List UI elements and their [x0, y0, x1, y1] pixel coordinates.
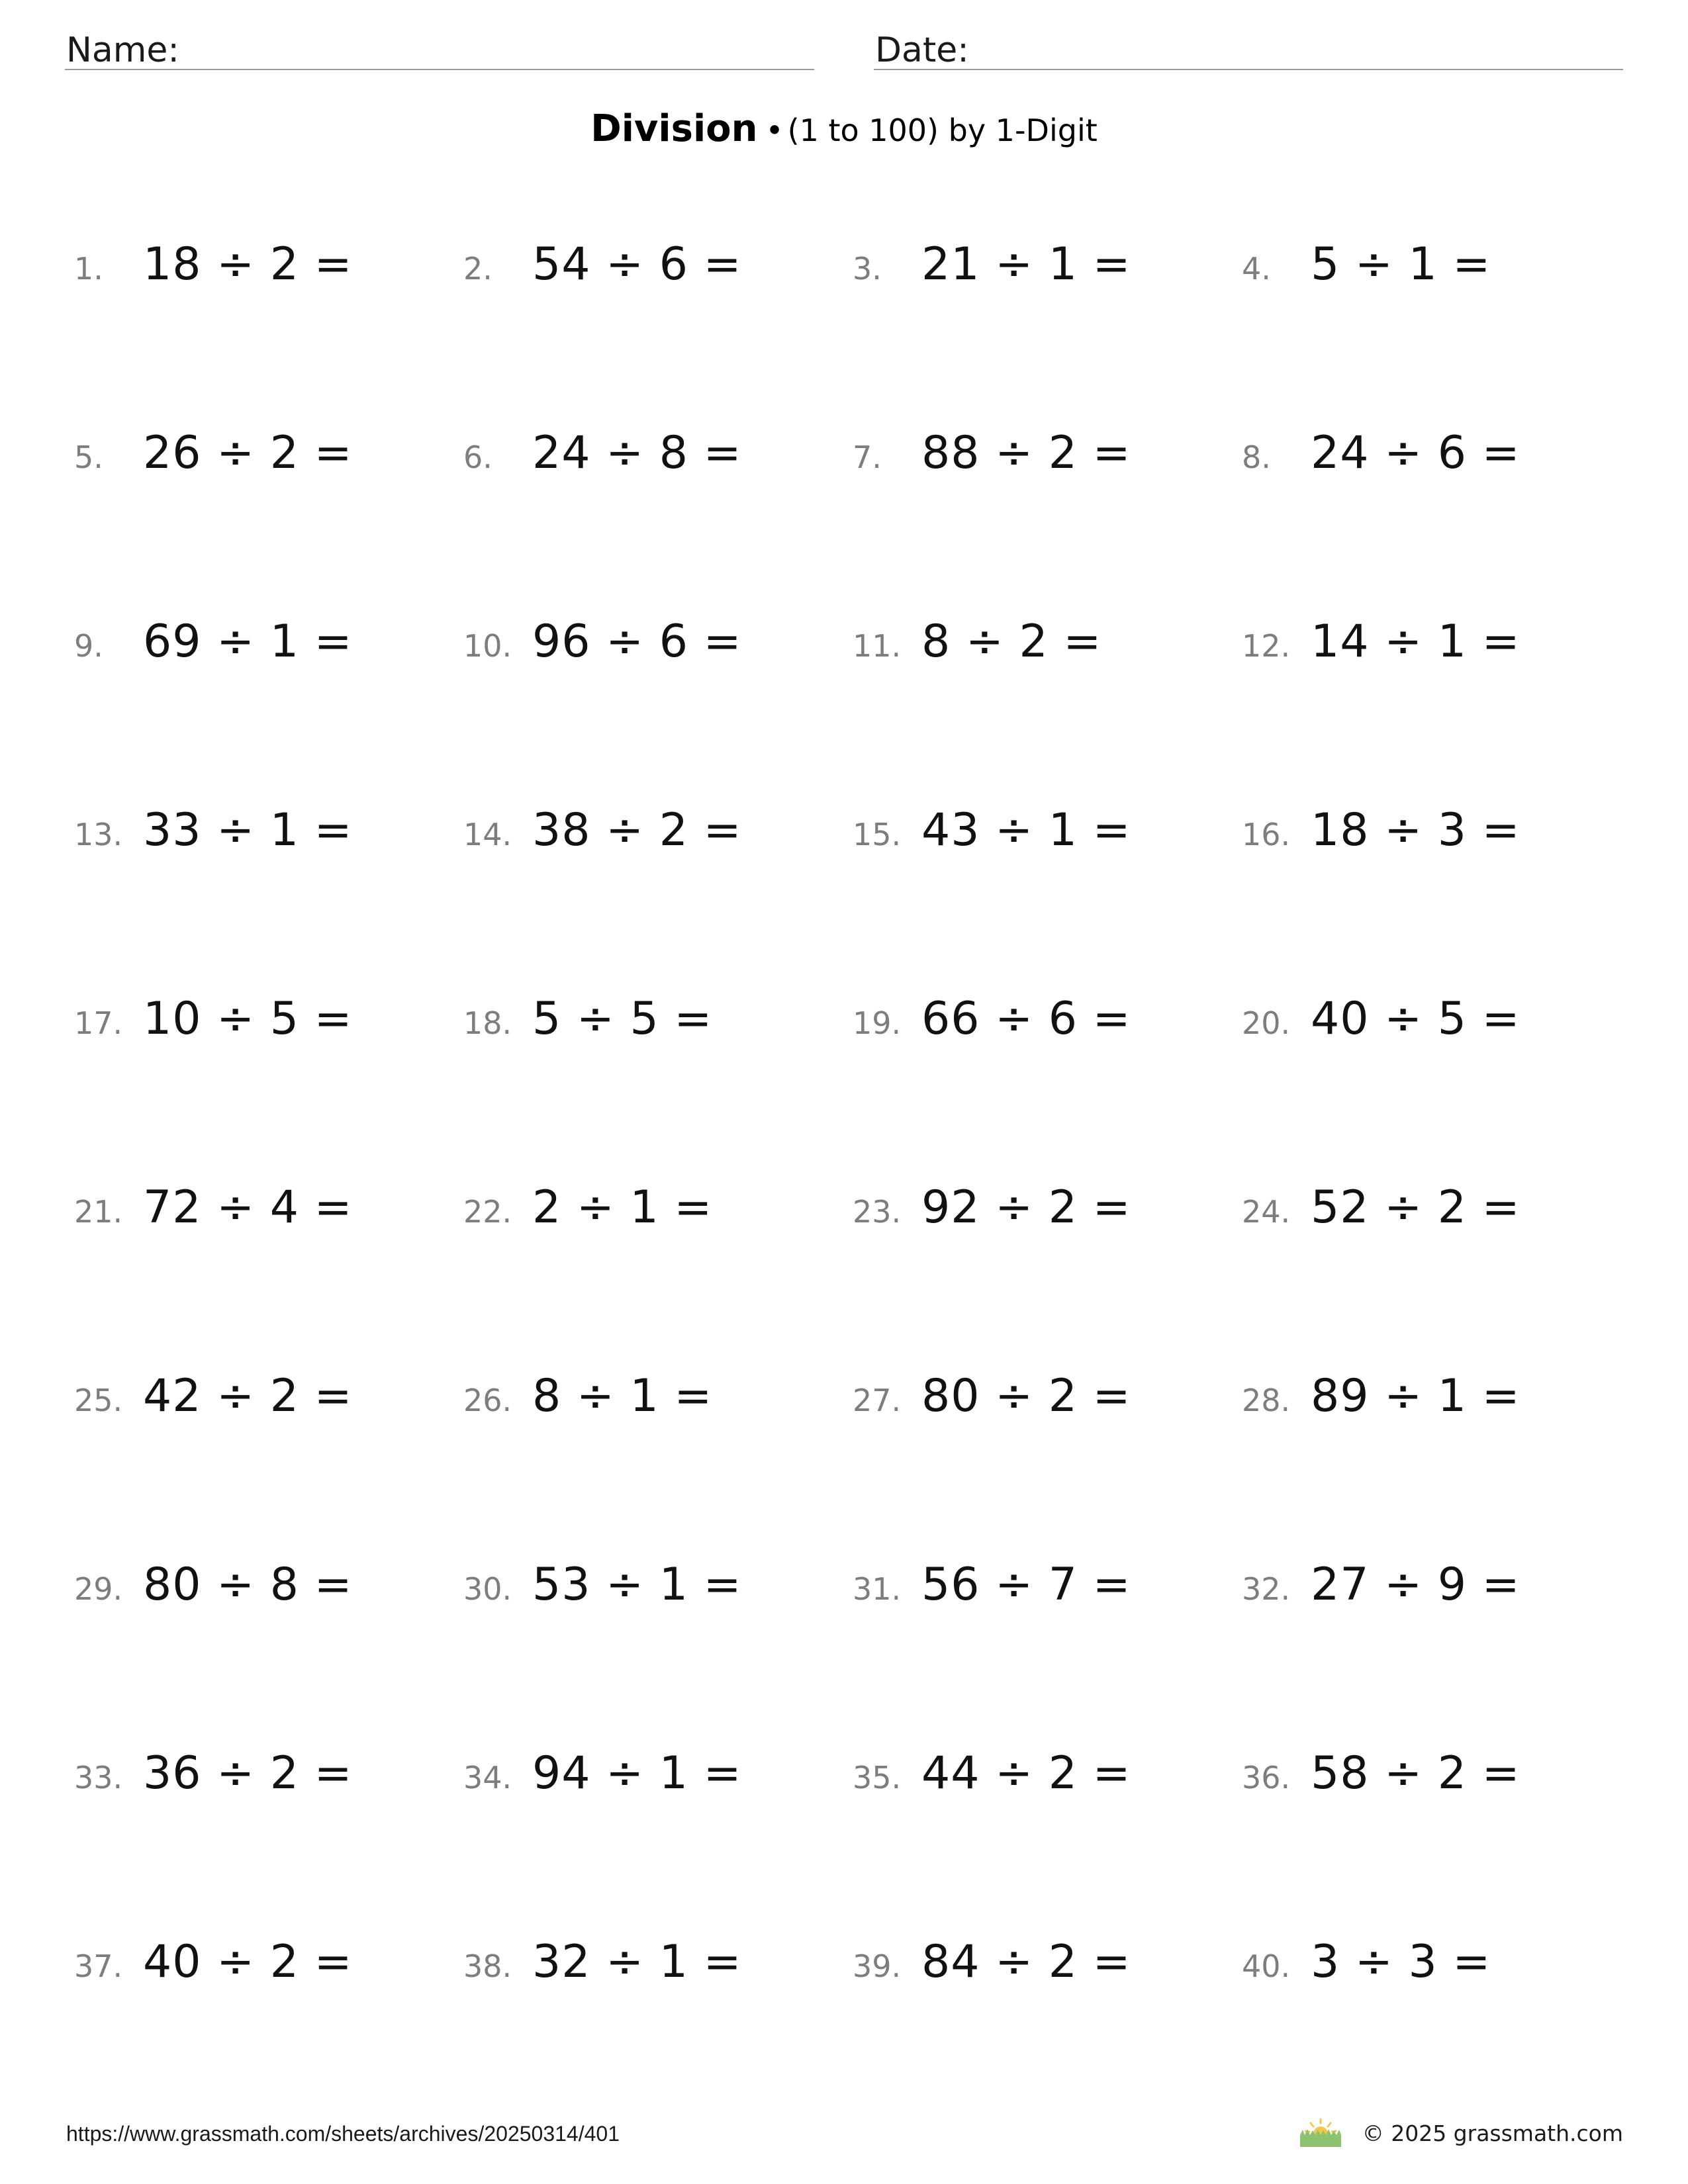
- problem-expression: 36 ÷ 2 =: [143, 1747, 353, 1799]
- problem-number: 28.: [1242, 1383, 1291, 1418]
- problem-item: [853, 238, 1242, 427]
- problem-item: [1242, 1936, 1631, 2124]
- problem-item: [853, 615, 1242, 804]
- problem-number: 11.: [853, 628, 902, 664]
- problem-number: 2.: [463, 251, 492, 287]
- problem-item: [74, 1181, 463, 1370]
- problem-item: [74, 1370, 463, 1559]
- problem-expression: 5 ÷ 1 =: [1311, 238, 1491, 291]
- problem-item: [463, 1559, 853, 1747]
- problem-item: [853, 427, 1242, 615]
- problem-number: 36.: [1242, 1760, 1291, 1796]
- problem-number: 19.: [853, 1005, 902, 1041]
- problem-expression: 18 ÷ 2 =: [143, 238, 353, 291]
- problem-item: [1242, 1559, 1631, 1747]
- problem-expression: 56 ÷ 7 =: [921, 1559, 1131, 1611]
- problem-expression: 24 ÷ 8 =: [532, 427, 742, 479]
- problem-expression: 27 ÷ 9 =: [1311, 1559, 1521, 1611]
- problem-number: 5.: [74, 439, 103, 475]
- problem-item: [74, 1559, 463, 1747]
- problem-item: [853, 1747, 1242, 1936]
- problem-item: [463, 993, 853, 1181]
- problem-item: [74, 615, 463, 804]
- problem-expression: 42 ÷ 2 =: [143, 1370, 353, 1422]
- problem-expression: 80 ÷ 8 =: [143, 1559, 353, 1611]
- name-field[interactable]: [65, 24, 814, 70]
- problem-number: 23.: [853, 1194, 902, 1230]
- problem-expression: 38 ÷ 2 =: [532, 804, 742, 856]
- problem-expression: 21 ÷ 1 =: [921, 238, 1131, 291]
- problem-item: [1242, 615, 1631, 804]
- problem-number: 21.: [74, 1194, 123, 1230]
- problem-item: [853, 1181, 1242, 1370]
- problem-expression: 32 ÷ 1 =: [532, 1936, 742, 1988]
- footer-branding: [1297, 2116, 1623, 2150]
- problem-expression: 18 ÷ 3 =: [1311, 804, 1521, 856]
- title-separator: •: [765, 113, 784, 148]
- grass-sun-logo-icon: [1297, 2118, 1344, 2148]
- problem-item: [463, 1181, 853, 1370]
- problem-item: [463, 1370, 853, 1559]
- problem-number: 3.: [853, 251, 882, 287]
- problem-item: [463, 615, 853, 804]
- problem-item: [1242, 1181, 1631, 1370]
- name-label: Name:: [66, 30, 179, 70]
- problem-expression: 92 ÷ 2 =: [921, 1181, 1131, 1234]
- problem-expression: 8 ÷ 2 =: [921, 615, 1102, 668]
- problem-number: 37.: [74, 1948, 123, 1984]
- problem-expression: 66 ÷ 6 =: [921, 993, 1131, 1045]
- problem-expression: 5 ÷ 5 =: [532, 993, 713, 1045]
- problem-expression: 3 ÷ 3 =: [1311, 1936, 1491, 1988]
- problem-number: 35.: [853, 1760, 902, 1796]
- footer-copyright: © 2025 grassmath.com: [1362, 2120, 1623, 2146]
- title-main: Division: [590, 107, 758, 150]
- problem-expression: 33 ÷ 1 =: [143, 804, 353, 856]
- problem-number: 13.: [74, 817, 123, 852]
- problem-expression: 10 ÷ 5 =: [143, 993, 353, 1045]
- problem-item: [74, 427, 463, 615]
- problem-number: 17.: [74, 1005, 123, 1041]
- problem-expression: 24 ÷ 6 =: [1311, 427, 1521, 479]
- problem-expression: 8 ÷ 1 =: [532, 1370, 713, 1422]
- problem-expression: 40 ÷ 5 =: [1311, 993, 1521, 1045]
- problem-number: 25.: [74, 1383, 123, 1418]
- problem-number: 8.: [1242, 439, 1271, 475]
- problem-item: [853, 1936, 1242, 2124]
- problem-number: 40.: [1242, 1948, 1291, 1984]
- problem-expression: 44 ÷ 2 =: [921, 1747, 1131, 1799]
- problem-number: 7.: [853, 439, 882, 475]
- problem-number: 14.: [463, 817, 512, 852]
- problem-grid: [74, 238, 1630, 2124]
- problem-expression: 2 ÷ 1 =: [532, 1181, 713, 1234]
- problem-item: [74, 1936, 463, 2124]
- problem-item: [463, 804, 853, 993]
- problem-number: 31.: [853, 1571, 902, 1607]
- problem-number: 20.: [1242, 1005, 1291, 1041]
- problem-expression: 96 ÷ 6 =: [532, 615, 742, 668]
- problem-number: 38.: [463, 1948, 512, 1984]
- problem-expression: 52 ÷ 2 =: [1311, 1181, 1521, 1234]
- problem-item: [1242, 1370, 1631, 1559]
- problem-number: 39.: [853, 1948, 902, 1984]
- date-field[interactable]: [874, 24, 1623, 70]
- date-label: Date:: [875, 30, 969, 70]
- title-subtitle: (1 to 100) by 1-Digit: [787, 113, 1098, 148]
- problem-number: 1.: [74, 251, 103, 287]
- problem-item: [853, 1370, 1242, 1559]
- problem-number: 12.: [1242, 628, 1291, 664]
- problem-expression: 80 ÷ 2 =: [921, 1370, 1131, 1422]
- problem-expression: 43 ÷ 1 =: [921, 804, 1131, 856]
- problem-item: [463, 238, 853, 427]
- problem-item: [853, 1559, 1242, 1747]
- problem-expression: 40 ÷ 2 =: [143, 1936, 353, 1988]
- problem-item: [463, 1936, 853, 2124]
- problem-item: [74, 804, 463, 993]
- problem-expression: 84 ÷ 2 =: [921, 1936, 1131, 1988]
- footer-url[interactable]: https://www.grassmath.com/sheets/archives/20250314/401: [66, 2122, 620, 2146]
- problem-number: 34.: [463, 1760, 512, 1796]
- problem-number: 4.: [1242, 251, 1271, 287]
- problem-number: 27.: [853, 1383, 902, 1418]
- problem-expression: 72 ÷ 4 =: [143, 1181, 353, 1234]
- problem-expression: 88 ÷ 2 =: [921, 427, 1131, 479]
- problem-number: 29.: [74, 1571, 123, 1607]
- problem-item: [853, 804, 1242, 993]
- problem-number: 22.: [463, 1194, 512, 1230]
- worksheet-title: [0, 106, 1688, 154]
- footer: [65, 2116, 1623, 2150]
- problem-expression: 69 ÷ 1 =: [143, 615, 353, 668]
- problem-expression: 94 ÷ 1 =: [532, 1747, 742, 1799]
- problem-number: 33.: [74, 1760, 123, 1796]
- problem-number: 32.: [1242, 1571, 1291, 1607]
- problem-number: 18.: [463, 1005, 512, 1041]
- problem-number: 15.: [853, 817, 902, 852]
- problem-number: 6.: [463, 439, 492, 475]
- problem-number: 16.: [1242, 817, 1291, 852]
- problem-item: [1242, 1747, 1631, 1936]
- problem-expression: 58 ÷ 2 =: [1311, 1747, 1521, 1799]
- problem-expression: 53 ÷ 1 =: [532, 1559, 742, 1611]
- problem-item: [853, 993, 1242, 1181]
- problem-item: [463, 1747, 853, 1936]
- problem-expression: 89 ÷ 1 =: [1311, 1370, 1521, 1422]
- problem-number: 24.: [1242, 1194, 1291, 1230]
- problem-item: [74, 1747, 463, 1936]
- problem-item: [463, 427, 853, 615]
- problem-item: [74, 993, 463, 1181]
- problem-item: [1242, 238, 1631, 427]
- problem-expression: 14 ÷ 1 =: [1311, 615, 1521, 668]
- problem-number: 26.: [463, 1383, 512, 1418]
- problem-item: [1242, 993, 1631, 1181]
- problem-number: 9.: [74, 628, 103, 664]
- problem-number: 10.: [463, 628, 512, 664]
- problem-expression: 26 ÷ 2 =: [143, 427, 353, 479]
- problem-item: [1242, 804, 1631, 993]
- problem-expression: 54 ÷ 6 =: [532, 238, 742, 291]
- problem-item: [1242, 427, 1631, 615]
- worksheet-header: [65, 24, 1623, 69]
- problem-number: 30.: [463, 1571, 512, 1607]
- problem-item: [74, 238, 463, 427]
